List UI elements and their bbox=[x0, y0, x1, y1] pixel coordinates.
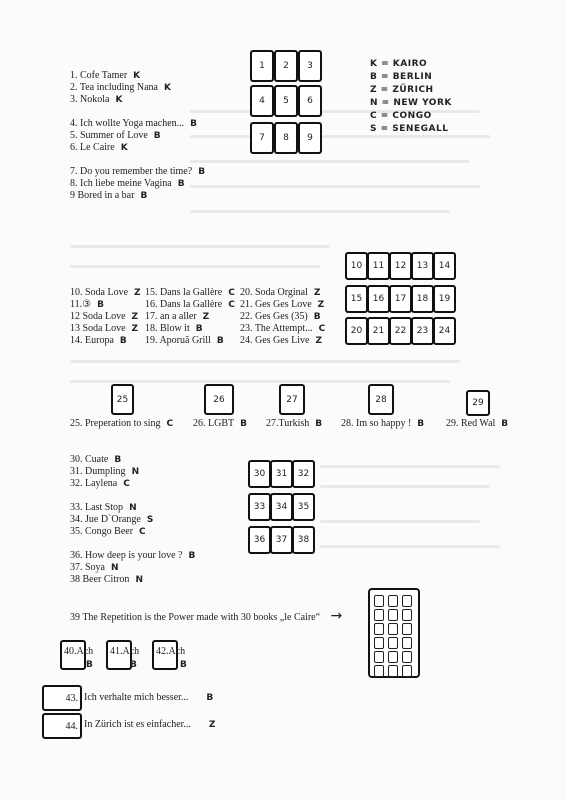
legend-row: N = NEW YORK bbox=[370, 98, 452, 108]
list-item: 38 Beer Citron N bbox=[70, 574, 143, 585]
list-item: 15. Dans la Gallère C bbox=[145, 287, 235, 298]
list-item: 20. Soda Orginal Z bbox=[240, 287, 321, 298]
box: 14 bbox=[433, 252, 456, 280]
box: 23 bbox=[411, 317, 434, 345]
box: 28 bbox=[368, 384, 394, 415]
list-item: 9 Bored in a bar B bbox=[70, 190, 148, 201]
box: 13 bbox=[411, 252, 434, 280]
list-item: 17. an a aller Z bbox=[145, 311, 210, 322]
box-43 bbox=[42, 685, 82, 711]
list-item: 33. Last Stop N bbox=[70, 502, 137, 513]
box: 4 bbox=[250, 85, 274, 117]
list-item: 19. Aporuã Grill B bbox=[145, 335, 224, 346]
legend-row: S = SENEGALL bbox=[370, 124, 449, 134]
list-item: 31. Dumpling N bbox=[70, 466, 140, 477]
box: 8 bbox=[274, 122, 298, 154]
legend-row: Z = ZÜRICH bbox=[370, 85, 434, 95]
box: 29 bbox=[466, 390, 490, 416]
list-item: 23. The Attempt... C bbox=[240, 323, 326, 334]
box: 31 bbox=[270, 460, 293, 488]
box: 22 bbox=[389, 317, 412, 345]
list-item: 28. Im so happy ! B bbox=[341, 418, 425, 429]
list-item: 8. Ich liebe meine Vagina B bbox=[70, 178, 185, 189]
box: 36 bbox=[248, 526, 271, 554]
box: 35 bbox=[292, 493, 315, 521]
box: 6 bbox=[298, 85, 322, 117]
box: 25 bbox=[111, 384, 134, 415]
box: 24 bbox=[433, 317, 456, 345]
box: 11 bbox=[367, 252, 390, 280]
list-item: 2. Tea including Nana K bbox=[70, 82, 171, 93]
list-item: 24. Ges Ges Live Z bbox=[240, 335, 322, 346]
item-43: Ich verhalte mich besser... B bbox=[84, 692, 214, 703]
list-item: 12 Soda Love Z bbox=[70, 311, 139, 322]
legend-row: C = CONGO bbox=[370, 111, 432, 121]
arrow-right-icon: → bbox=[330, 608, 343, 624]
list-item: 32. Laylena C bbox=[70, 478, 130, 489]
list-item: 14. Europa B bbox=[70, 335, 127, 346]
list-item: 25. Preperation to sing C bbox=[70, 418, 174, 429]
box: 9 bbox=[298, 122, 322, 154]
list-item: 27.Turkish B bbox=[266, 418, 323, 429]
box: 5 bbox=[274, 85, 298, 117]
item-number: 43. bbox=[65, 692, 78, 704]
box: 7 bbox=[250, 122, 274, 154]
item-39: 39 The Repetition is the Power made with 30 books „le Caire“ → bbox=[70, 608, 343, 624]
box: 37 bbox=[270, 526, 293, 554]
box: 10 bbox=[345, 252, 368, 280]
list-item: 41.Ach bbox=[110, 646, 140, 657]
list-item: 35. Congo Beer C bbox=[70, 526, 146, 537]
legend-row: B = BERLIN bbox=[370, 72, 433, 82]
list-item: 1. Cofe Tamer K bbox=[70, 70, 141, 81]
box: 17 bbox=[389, 285, 412, 313]
box: 1 bbox=[250, 50, 274, 82]
item-44: In Zürich ist es einfacher... Z bbox=[84, 719, 216, 730]
box: 26 bbox=[204, 384, 234, 415]
handwritten-mark: B bbox=[86, 660, 93, 670]
list-item: 11.③ B bbox=[70, 299, 104, 310]
box: 16 bbox=[367, 285, 390, 313]
box: 30 bbox=[248, 460, 271, 488]
box: 18 bbox=[411, 285, 434, 313]
box: 21 bbox=[367, 317, 390, 345]
list-item: 29. Red Wal B bbox=[446, 418, 509, 429]
list-item: 7. Do you remember the time? B bbox=[70, 166, 206, 177]
handwritten-mark: B bbox=[130, 660, 137, 670]
box: 20 bbox=[345, 317, 368, 345]
list-item: 26. LGBT B bbox=[193, 418, 247, 429]
list-item: 6. Le Caire K bbox=[70, 142, 128, 153]
list-item: 22. Ges Ges (35) B bbox=[240, 311, 321, 322]
legend-row: K = KAIRO bbox=[370, 59, 428, 69]
list-item: 37. Soya N bbox=[70, 562, 119, 573]
list-item: 3. Nokola K bbox=[70, 94, 123, 105]
item-number: 44. bbox=[65, 720, 78, 732]
box-44 bbox=[42, 713, 82, 739]
list-item: 34. Jue D`Orange S bbox=[70, 514, 154, 525]
box: 19 bbox=[433, 285, 456, 313]
box: 32 bbox=[292, 460, 315, 488]
list-item: 21. Ges Ges Love Z bbox=[240, 299, 325, 310]
book-grid bbox=[368, 588, 420, 678]
list-item: 40.Ach bbox=[64, 646, 94, 657]
list-item: 36. How deep is your love ? B bbox=[70, 550, 196, 561]
list-item: 13 Soda Love Z bbox=[70, 323, 139, 334]
box: 15 bbox=[345, 285, 368, 313]
list-item: 30. Cuate B bbox=[70, 454, 122, 465]
city-legend bbox=[370, 58, 452, 136]
box: 12 bbox=[389, 252, 412, 280]
box: 34 bbox=[270, 493, 293, 521]
list-item: 10. Soda Love Z bbox=[70, 287, 141, 298]
box: 33 bbox=[248, 493, 271, 521]
list-item: 18. Blow it B bbox=[145, 323, 203, 334]
list-item: 42.Ach bbox=[156, 646, 186, 657]
box: 3 bbox=[298, 50, 322, 82]
list-item: 4. Ich wollte Yoga machen... B bbox=[70, 118, 198, 129]
box: 2 bbox=[274, 50, 298, 82]
handwritten-mark: B bbox=[180, 660, 187, 670]
box: 27 bbox=[279, 384, 305, 415]
list-item: 16. Dans la Gallère C bbox=[145, 299, 235, 310]
box: 38 bbox=[292, 526, 315, 554]
list-item: 5. Summer of Love B bbox=[70, 130, 161, 141]
